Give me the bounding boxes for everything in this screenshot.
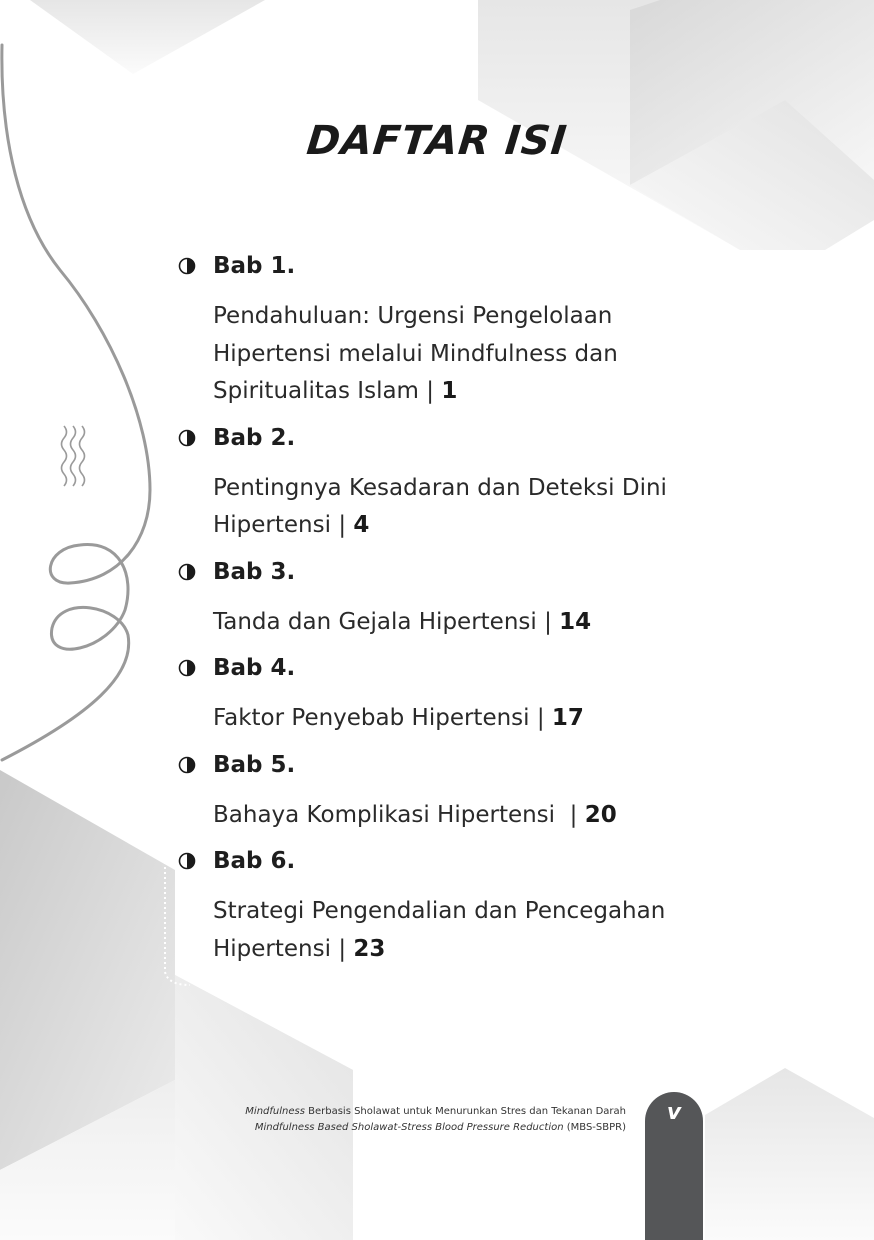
- page-number-tab: [645, 1092, 703, 1240]
- chapter-page-number: 1: [441, 378, 458, 404]
- chapter-heading: [178, 749, 698, 781]
- chapter-title-line: Hipertensi melalui Mindfulness dan: [213, 340, 618, 367]
- chapter-label: Bab 5.: [213, 751, 296, 778]
- half-circle-bullet-icon: [178, 257, 196, 275]
- chapter-title-line: Faktor Penyebab Hipertensi | 17: [213, 705, 584, 731]
- half-circle-bullet-icon: [178, 756, 196, 774]
- chapter-label: Bab 6.: [213, 848, 296, 874]
- chapter-page-number: 14: [559, 608, 592, 635]
- chapter-heading: [178, 652, 698, 684]
- chapter-heading: [178, 845, 698, 877]
- toc-entry: [178, 422, 698, 545]
- toc-entry: [178, 652, 698, 738]
- chapter-title-line: Strategi Pengendalian dan Pencegahan: [213, 898, 666, 924]
- page-title: DAFTAR ISI: [304, 118, 570, 164]
- chapter-page-number: 17: [551, 705, 584, 731]
- chapter-title-line: Spiritualitas Islam | 1: [213, 378, 458, 404]
- table-of-contents: [178, 250, 698, 979]
- chapter-title-line: Bahaya Komplikasi Hipertensi | 20: [213, 801, 617, 828]
- toc-entry: [178, 556, 698, 642]
- footer-text: [245, 1104, 626, 1135]
- page-number: v: [666, 1100, 682, 1125]
- half-circle-bullet-icon: [178, 429, 196, 447]
- chapter-title-line: Hipertensi | 23: [213, 935, 386, 962]
- chapter-page-number: 23: [353, 935, 386, 962]
- toc-entry: [178, 845, 698, 968]
- chapter-title-line: Pentingnya Kesadaran dan Deteksi Dini: [213, 474, 667, 501]
- chapter-page-number: 4: [353, 512, 370, 538]
- toc-entry: [178, 749, 698, 835]
- chapter-page-number: 20: [584, 801, 617, 828]
- half-circle-bullet-icon: [178, 852, 196, 870]
- chapter-heading: [178, 250, 698, 282]
- chapter-title: [178, 797, 698, 835]
- half-circle-bullet-icon: [178, 659, 196, 677]
- chapter-title: [178, 604, 698, 642]
- chapter-label: Bab 3.: [213, 558, 296, 585]
- toc-entry: [178, 250, 698, 411]
- chapter-title: [178, 700, 698, 738]
- chapter-title: [178, 893, 698, 968]
- chapter-title-line: Tanda dan Gejala Hipertensi | 14: [213, 608, 592, 635]
- chapter-title: [178, 470, 698, 545]
- chapter-title-line: Hipertensi | 4: [213, 512, 370, 538]
- chapter-label: Bab 2.: [213, 424, 296, 451]
- half-circle-bullet-icon: [178, 563, 196, 581]
- chapter-label: Bab 4.: [213, 655, 296, 681]
- bg-shape-top-left: [30, 0, 265, 74]
- chapter-heading: [178, 422, 698, 454]
- chapter-title: [178, 298, 698, 411]
- bg-wavy-lines: [62, 426, 85, 486]
- chapter-title-line: Pendahuluan: Urgensi Pengelolaan: [213, 303, 613, 329]
- footer-line-2: Mindfulness Based Sholawat-Stress Blood Pressure Reduction (MBS-SBPR): [254, 1121, 626, 1133]
- chapter-heading: [178, 556, 698, 588]
- bg-shape-bottom-right: [705, 1068, 874, 1240]
- footer-line-1: Mindfulness Berbasis Sholawat untuk Menurunkan Stres dan Tekanan Darah: [245, 1106, 626, 1117]
- chapter-label: Bab 1.: [213, 253, 296, 279]
